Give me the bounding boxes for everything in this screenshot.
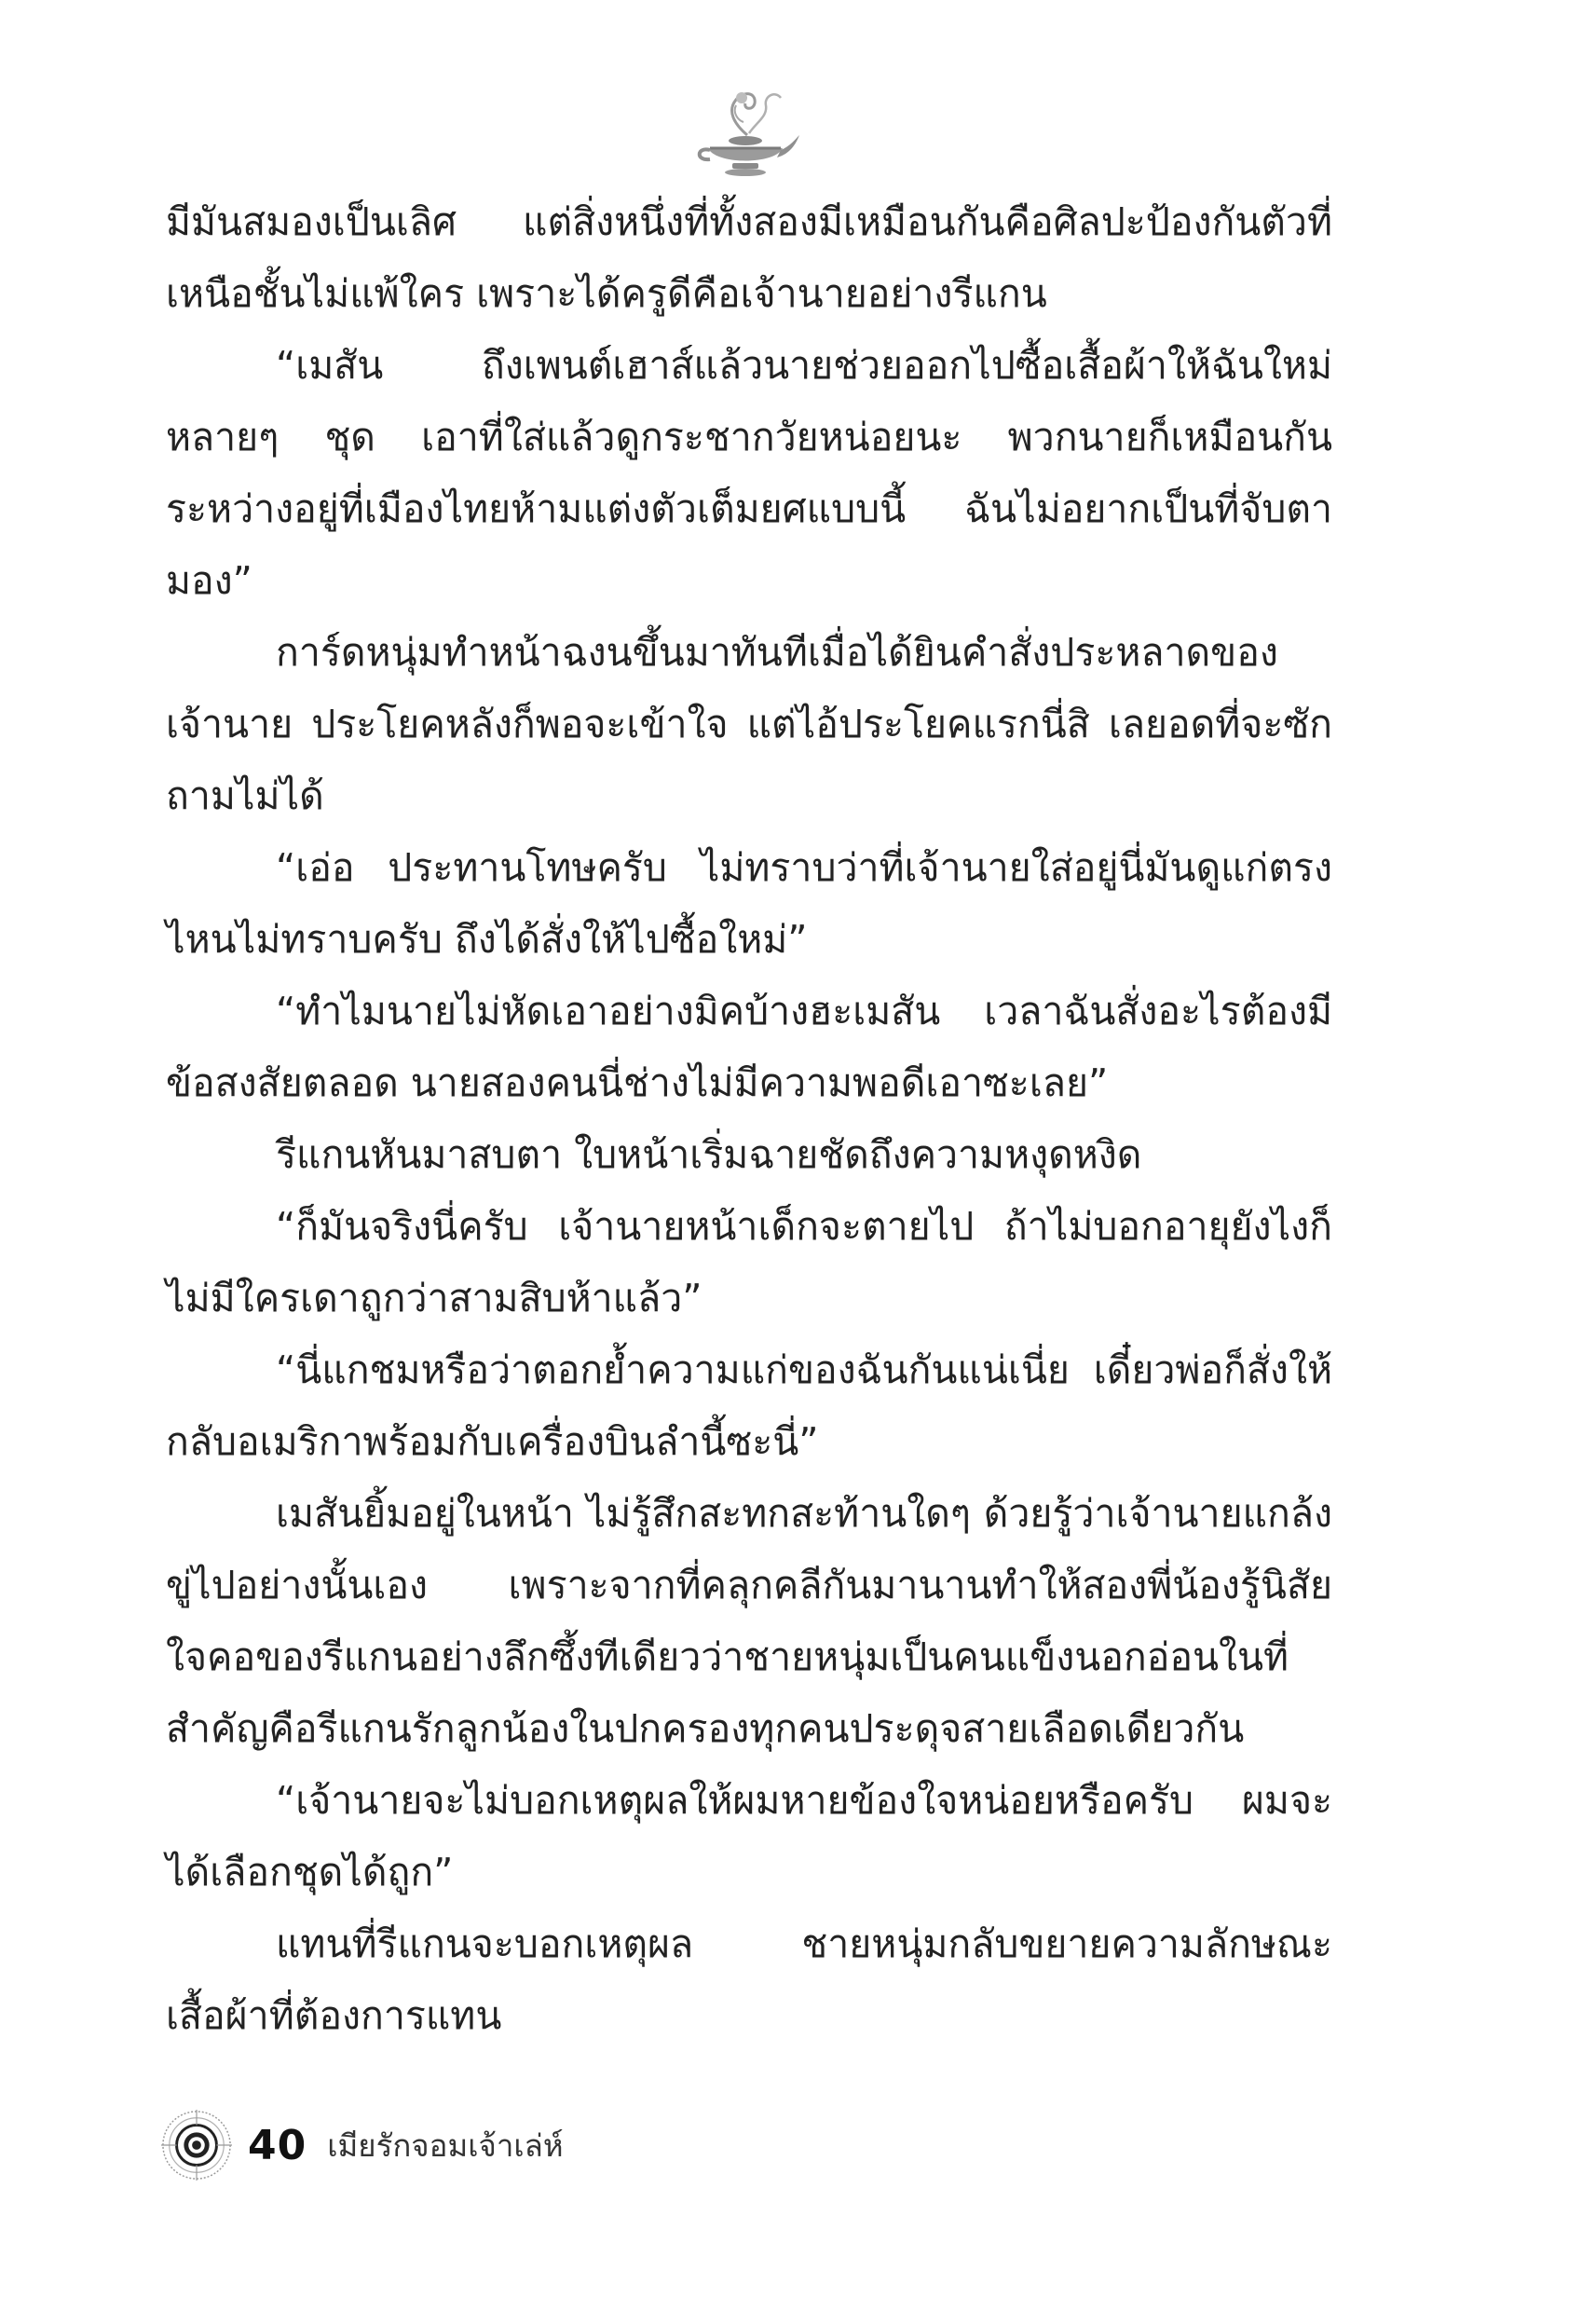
book-title: เมียรักจอมเจ้าเล่ห์ bbox=[327, 2126, 564, 2164]
paragraph: “ก็มันจริงนี่ครับ เจ้านายหน้าเด็กจะตายไป ถ้าไม่บอกอายุยังไงก็ไม่มีใครเดาถูกว่าสามสิบห้าแล้ว” bbox=[166, 1204, 1332, 1320]
paragraph: “นี่แกชมหรือว่าตอกย้ำความแก่ของฉันกันแน่เนี่ย เดี๋ยวพ่อก็สั่งให้กลับอเมริกาพร้อมกับเครื่องบินลำนี้ซะนี่” bbox=[166, 1347, 1332, 1464]
paragraph: เมสันยิ้มอยู่ในหน้า ไม่รู้สึกสะทกสะท้านใดๆ ด้วยรู้ว่าเจ้านายแกล้งขู่ไปอย่างนั้นเอง เพราะจากที่คลุกคลีกันมานานทำให้สองพี่น้องรู้นิสัยใจคอของรีแกนอย่างลึกซึ้งทีเดียวว่าชายหนุ่มเป็นคนแข็งนอกอ่อนในที่สำคัญคือรีแกนรักลูกน้องในปกครองทุกคนประดุจสายเลือดเดียวกัน bbox=[166, 1491, 1332, 1751]
paragraph: “เอ่อ ประทานโทษครับ ไม่ทราบว่าที่เจ้านายใส่อยู่นี่มันดูแก่ตรงไหนไม่ทราบครับ ถึงได้สั่งให้ไปซื้อใหม่” bbox=[166, 845, 1332, 962]
paragraph: แทนที่รีแกนจะบอกเหตุผล ชายหนุ่มกลับขยายความลักษณะเสื้อผ้าที่ต้องการแทน bbox=[166, 1921, 1332, 2038]
paragraph: มีมันสมองเป็นเลิศ แต่สิ่งหนึ่งที่ทั้งสองมีเหมือนกันคือศิลปะป้องกันตัวที่เหนือชั้นไม่แพ้ใคร เพราะได้ครูดีคือเจ้านายอย่างรีแกน bbox=[166, 199, 1332, 316]
paragraph: การ์ดหนุ่มทำหน้าฉงนขึ้นมาทันทีเมื่อได้ยินคำสั่งประหลาดของเจ้านาย ประโยคหลังก็พอจะเข้าใจ แต่ไอ้ประโยคแรกนี่สิ เลยอดที่จะซักถามไม่ได้ bbox=[166, 630, 1332, 818]
target-icon bbox=[160, 2109, 233, 2181]
paragraph: “ทำไมนายไม่หัดเอาอย่างมิคบ้างฮะเมสัน เวลาฉันสั่งอะไรต้องมีข้อสงสัยตลอด นายสองคนนี่ช่างไม่มีความพอดีเอาซะเลย” bbox=[166, 989, 1332, 1105]
page-number: 40 bbox=[248, 2121, 307, 2169]
page-footer bbox=[160, 2108, 812, 2182]
body-text bbox=[166, 186, 1332, 2052]
paragraph: “เมสัน ถึงเพนต์เฮาส์แล้วนายช่วยออกไปซื้อเสื้อผ้าให้ฉันใหม่หลายๆ ชุด เอาที่ใส่แล้วดูกระชากวัยหน่อยนะ พวกนายก็เหมือนกันระหว่างอยู่ที่เมืองไทยห้ามแต่งตัวเต็มยศแบบนี้ ฉันไม่อยากเป็นที่จับตามอง” bbox=[166, 343, 1332, 603]
genie-lamp-icon bbox=[689, 79, 801, 182]
paragraph: “เจ้านายจะไม่บอกเหตุผลให้ผมหายข้องใจหน่อยหรือครับ ผมจะได้เลือกชุดได้ถูก” bbox=[166, 1778, 1332, 1894]
paragraph: รีแกนหันมาสบตา ใบหน้าเริ่มฉายชัดถึงความหงุดหงิด bbox=[276, 1132, 1142, 1177]
